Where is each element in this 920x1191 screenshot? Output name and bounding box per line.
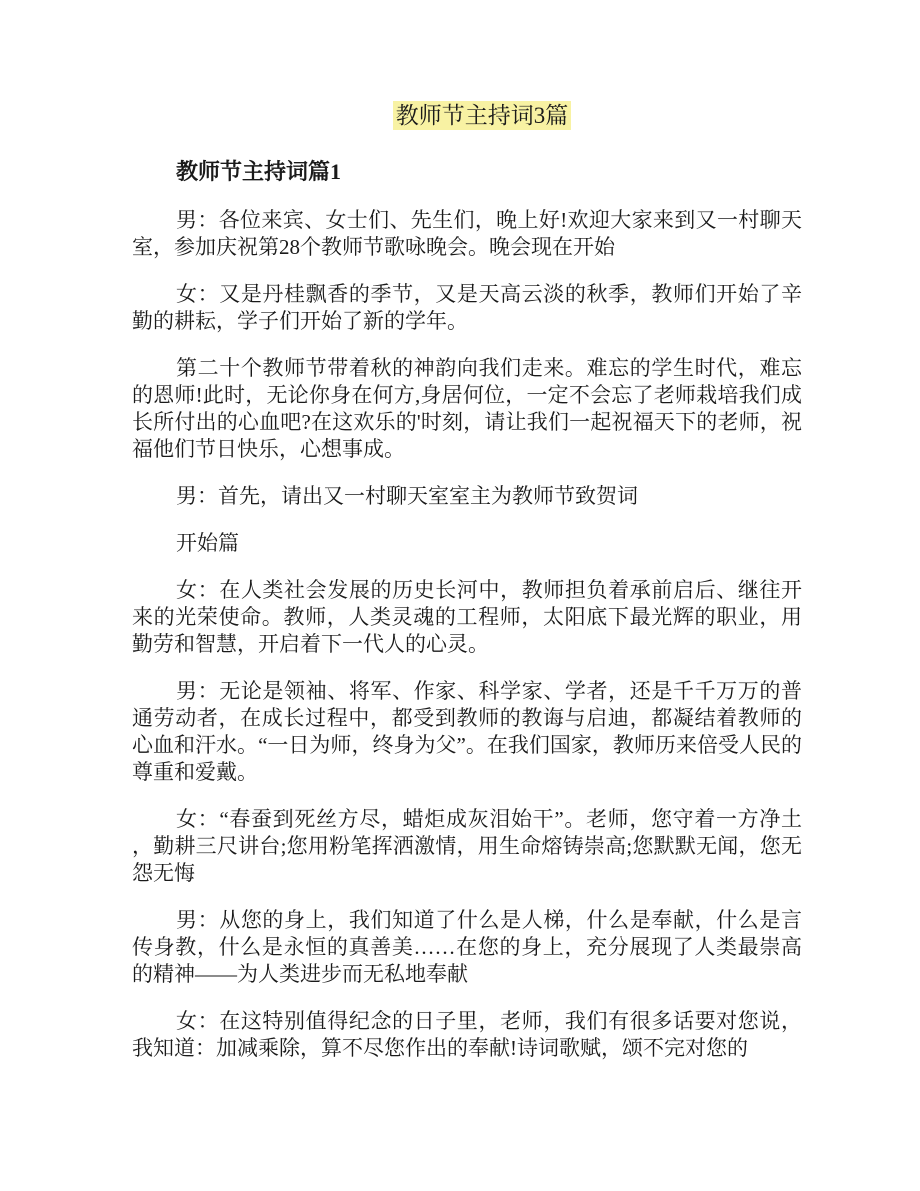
document-title-row <box>0 99 920 132</box>
paragraph: 第二十个教师节带着秋的神韵向我们走来。难忘的学生时代，难忘的恩师!此时，无论你身在何方,身居何位，一定不会忘了老师栽培我们成长所付出的心血吧?在这欢乐的'时刻，请让我们一起祝福天下的老师，祝福他们节日快乐，心想事成。 <box>132 356 802 461</box>
document-body <box>132 207 802 1062</box>
paragraph: 男：各位来宾、女士们、先生们，晚上好!欢迎大家来到又一村聊天室，参加庆祝第28个教师节歌咏晚会。晚会现在开始 <box>132 208 802 259</box>
paragraph: 男：从您的身上，我们知道了什么是人梯，什么是奉献，什么是言传身教，什么是永恒的真善美……在您的身上，充分展现了人类最崇高的精神——为人类进步而无私地奉献 <box>132 908 802 986</box>
paragraph: 女：“春蚕到死丝方尽，蜡炬成灰泪始干”。老师，您守着一方净土，勤耕三尺讲台;您用粉笔挥洒激情，用生命熔铸崇高;您默默无闻，您无怨无悔 <box>132 807 802 885</box>
paragraph: 女：又是丹桂飘香的季节，又是天高云淡的秋季，教师们开始了辛勤的耕耘，学子们开始了新的学年。 <box>132 282 802 333</box>
document-title: 教师节主持词3篇 <box>393 101 572 130</box>
paragraph: 男：首先，请出又一村聊天室室主为教师节致贺词 <box>176 484 638 508</box>
paragraph: 女：在这特别值得纪念的日子里，老师，我们有很多话要对您说，我知道：加减乘除，算不尽您作出的奉献!诗词歌赋，颂不完对您的 <box>132 1009 802 1060</box>
paragraph: 男：无论是领袖、将军、作家、科学家、学者，还是千千万万的普通劳动者，在成长过程中，都受到教师的教诲与启迪，都凝结着教师的心血和汗水。“一日为师，终身为父”。在我们国家，教师历来倍受人民的尊重和爱戴。 <box>132 679 802 784</box>
paragraph: 女：在人类社会发展的历史长河中，教师担负着承前启后、继往开来的光荣使命。教师，人类灵魂的工程师，太阳底下最光辉的职业，用勤劳和智慧，开启着下一代人的心灵。 <box>132 578 802 656</box>
paragraph: 开始篇 <box>176 531 239 555</box>
section-heading: 教师节主持词篇1 <box>176 159 342 184</box>
